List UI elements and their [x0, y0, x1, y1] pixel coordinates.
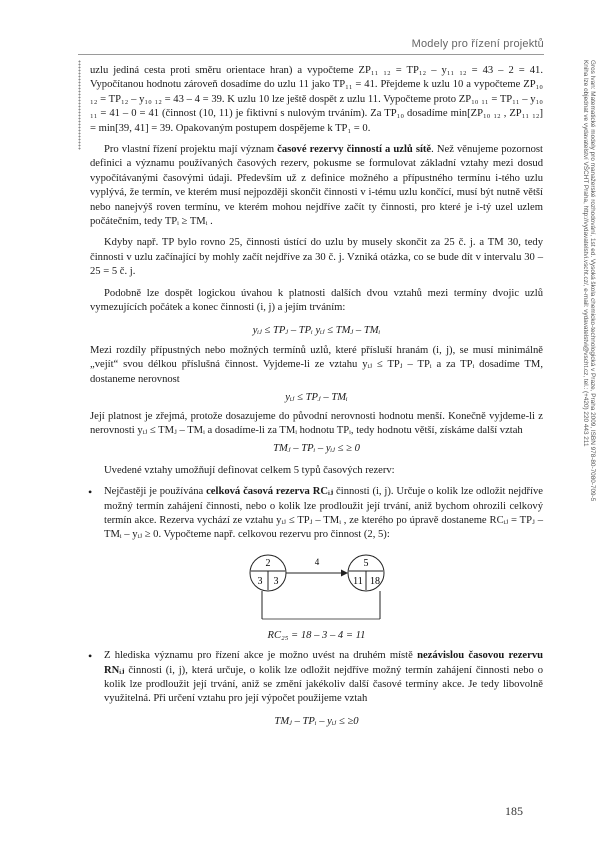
bullet-independent-reserve: • Z hlediska významu pro řízení akce je možno uvést na druhém místě nezávislou časovou rezervu RNᵢⱼ činnosti (i, j), která určuje, o kolik lze odložit nejdříve možný termín zahájení činnosti nebo o kolik lze prodloužit její trvání, aniž se změní jakékoliv další časové termíny akce. Je tedy libovolně využitelná. Při určení vztahu pro její výpočet použijeme vztah — [90, 649, 543, 707]
header-title: Modely pro řízení projektů — [411, 38, 544, 50]
formula-node-relations: yᵢⱼ ≤ TPⱼ – TPᵢ yᵢⱼ ≤ TMⱼ – TMᵢ — [252, 324, 381, 336]
term-independent-reserve: nezávislou časovou rezervu RNᵢⱼ — [104, 650, 544, 676]
paragraph-example: Kdyby např. TP bylo rovno 25, činnosti ústící do uzlu by musely skončit za 25 č. j. a TM 30, tedy činnosti v uzlu začínající by mohly začít nejdříve za 30 č. j. Vzniká otázka, co se bude dít v intervalu 30 – 25 = 5 č. j. — [90, 237, 543, 278]
node-left-id: 2 — [265, 557, 270, 569]
side-citation-line2: Kniha lze objednat ve vydavatelství VŠCHT Praha, http://vydavatelstvi.vscht.cz/, e-mail: vydavatelstvi@vscht.cz, tel.: (+420) 220 443 211 — [581, 60, 589, 447]
margin-dot-rule — [78, 60, 81, 150]
node-right-b: 18 — [369, 575, 380, 587]
term-total-reserve: celková časová rezerva RCᵢⱼ — [206, 486, 334, 498]
formula-inequality: yᵢⱼ ≤ TPⱼ – TMᵢ — [285, 392, 348, 404]
node-right-id: 5 — [363, 557, 368, 569]
running-header — [78, 38, 544, 55]
node-left-b: 3 — [273, 575, 278, 587]
rc-caption: RC₂₅ = 18 – 3 – 4 = 11 — [267, 629, 366, 641]
paragraph-relations: Podobně lze dospět logickou úvahou k platnosti dalších dvou vztahů mezi termíny dvojic uzlů vymezujících počátek a konec činnosti (i, j) a jejím trváním: — [90, 287, 543, 314]
node-right-a: 11 — [352, 575, 363, 587]
edge-label: 4 — [314, 556, 319, 567]
paragraph-validity: Její platnost je zřejmá, protože dosazujeme do původní nerovnosti hodnotu menší. Konečně vyjdeme-li z nerovnosti yᵢⱼ ≤ TMⱼ – TMᵢ a dosadíme-li za TMᵢ hodnotu TPᵢ, tedy hodnotu větší, získáme další vztah — [90, 410, 543, 436]
node-left-a: 3 — [257, 575, 262, 587]
paragraph-continuation: uzlu jediná cesta proti směru orientace hran) a vypočteme ZP₁₁ ₁₂ = TP₁₂ – y₁₁ ₁₂ = 43 – 2 = 41. Vypočítanou hodnotu zároveň dosadíme do uzlu 11 jako TP₁₁ = 41. Přejdeme k uzlu 10 a vypočteme ZP₁₀ ₁₂ = TP₁₂ – y₁₀ ₁₂ = 43 – 4 = 39. K uzlu 10 lze ještě dospět z uzlu 11. Vypočteme proto ZP₁₀ ₁₁ = TP₁₁ – y₁₀ ₁₁ = 41 – 0 = 41 (činnost (10, 11) je fiktivní s nulovým trváním). Za TP₁₀ dosadíme min[ZP₁₀ ₁₂ , ZP₁₁ ₁₂] = min[39, 41] = 39. Opakovaným postupem dospějeme k TP₁ = 0. — [90, 65, 543, 134]
network-diagram — [232, 549, 402, 629]
side-citation-line1: Gros Ivan: Matematické modely pro manažerské rozhodování, 1st ed. Vysoká škola chemicko-technologická v Praze, Praha 2009, ISBN 978-80-7080-709-5 — [589, 60, 596, 502]
paragraph-differences: Mezi rozdíly přípustných nebo možných termínů uzlů, které přísluší hranám (i, j), se musí minimálně „vejít“ svou délkou příslušná činnost. Vyjdeme-li ze vztahu yᵢⱼ ≤ TPⱼ – TPᵢ a za TPᵢ dosadíme TM, dostaneme nerovnost — [90, 344, 543, 385]
page-number: 185 — [505, 804, 523, 818]
side-citation — [582, 60, 600, 580]
page-body — [90, 64, 543, 735]
bullet-total-reserve: • Nejčastěji je používána celková časová rezerva RCᵢⱼ činnosti (i, j). Určuje o kolik lze odložit nejdříve možný termín zahájení činnosti, nebo o kolik lze prodloužit její trvání, aniž bychom ohrozili celkový termín akce. Rezerva vychází ze vztahu yᵢⱼ ≤ TPⱼ – TMᵢ , ze kterého po úpravě dostaneme RCᵢⱼ = TPⱼ – TMᵢ – yᵢⱼ ≥ 0. Vypočteme např. celkovou rezervu pro činnost (2, 5): — [90, 485, 543, 543]
formula-independent: TMⱼ – TPᵢ – yᵢⱼ ≤ ≥0 — [274, 715, 359, 727]
paragraph-five-types: Uvedené vztahy umožňují definovat celkem 5 typů časových rezerv: — [104, 464, 395, 476]
term-reserves: časové rezervy činností a uzlů sítě — [277, 144, 432, 156]
paragraph-reserves-intro: Pro vlastní řízení projektu mají význam časové rezervy činností a uzlů sítě. Než věnujeme pozornost definici a významu používaných časových rezerv, pokusme se formulovat základní vztahy mezi dosud vypočítávanými časovými údaji. Především už z definice možného a přípustného termínu i-tého uzlu vyplývá, že termín, ve kterém musí nejpozději skončit činnosti v i-tému uzlu končící, musí být nutně větší nebo nanejvýš roven termínu, ve kterém mohou nejdříve začít ty činnosti, pro které je i-tý uzel uzlem počátečním, tedy TPᵢ ≥ TMᵢ . — [90, 144, 543, 228]
formula-further: TMⱼ – TPᵢ – yᵢⱼ ≤ ≥ 0 — [273, 443, 360, 455]
